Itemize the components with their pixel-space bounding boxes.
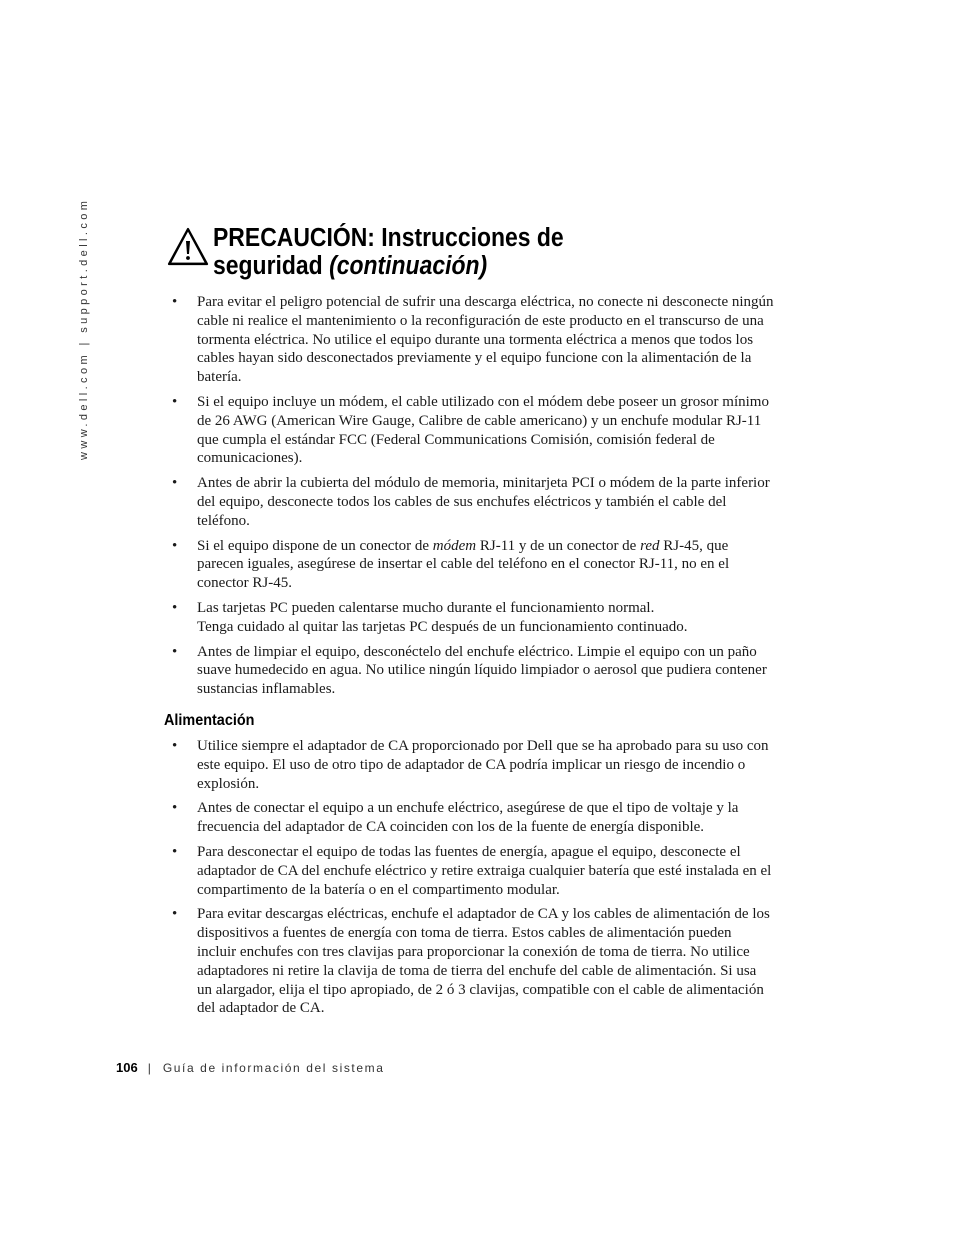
section-title-alimentacion: Alimentación: [164, 711, 255, 729]
main-content: [164, 293, 774, 1024]
text-run: RJ-11 y de un conector de: [476, 537, 641, 554]
text-run: RJ-45, que parecen iguales, asegúrese de insertar el cable del teléfono en el conector RJ-11, no en el conector RJ-45.: [197, 537, 730, 592]
bullet-mark: •: [172, 393, 178, 410]
list-item: [170, 799, 774, 837]
warning-triangle-icon: [167, 226, 209, 268]
heading-title: [213, 224, 564, 280]
page-footer: [116, 1060, 385, 1075]
bullet-mark: •: [172, 294, 178, 310]
italic-term-red: red: [640, 537, 660, 554]
list-item-text: Antes de conectar el equipo a un enchufe eléctrico, asegúrese de que el tipo de voltaje y la frecuencia del adaptador de CA coinciden con los de la fuente de energía disponible.: [197, 800, 739, 836]
safety-bullet-list: [170, 293, 774, 699]
footer-separator: |: [147, 1061, 151, 1075]
list-item: [170, 643, 774, 699]
bullet-mark: •: [172, 906, 178, 923]
heading-line1: PRECAUCIÓN: Instrucciones de: [213, 224, 564, 252]
bullet-mark: •: [172, 599, 178, 616]
bullet-mark: •: [172, 737, 178, 754]
page-number: 106: [116, 1060, 138, 1075]
footer-doc-title: Guía de información del sistema: [162, 1061, 385, 1075]
text-run: Si el equipo dispone de un conector de: [197, 537, 433, 554]
power-bullet-list: [170, 737, 774, 1018]
bullet-mark: •: [172, 475, 178, 492]
page-heading: [167, 224, 603, 280]
list-item-text: Antes de abrir la cubierta del módulo de memoria, minitarjeta PCI o módem de la parte inferior del equipo, desconecte todos los cables de sus enchufes eléctricos y también el cable del teléfono.: [197, 475, 770, 529]
list-item-text: Utilice siempre el adaptador de CA proporcionado por Dell que se ha aprobado para su uso con este equipo. El uso de otro tipo de adaptador de CA podría implicar un riesgo de incendio o explosión.: [197, 737, 769, 792]
bullet-mark: •: [172, 800, 178, 817]
heading-line2: [213, 252, 564, 280]
bullet-mark: •: [172, 537, 178, 554]
text-line: Las tarjetas PC pueden calentarse mucho durante el funcionamiento normal.: [197, 599, 655, 616]
bullet-mark: •: [172, 843, 178, 860]
heading-word-seguridad: seguridad: [213, 252, 323, 280]
list-item: [170, 393, 774, 468]
list-item-text: [197, 538, 729, 592]
list-item-text: Antes de limpiar el equipo, desconéctelo del enchufe eléctrico. Limpie el equipo con un paño suave humedecido en agua. No utilice ningún líquido limpiador o aerosol que pudiera contener sustancias inflamables.: [197, 643, 767, 698]
list-item-text: Para evitar descargas eléctricas, enchufe el adaptador de CA y los cables de alimentación de los dispositivos a fuentes de energía con toma de tierra. Estos cables de alimentación pueden incluir enchufes con tres clavijas para proporcionar la conexión de toma de tierra. No utilice adaptadores ni retire la clavija de toma de tierra del enchufe del cable de alimentación. Si usa un alargador, elija el tipo apropiado, de 2 ó 3 clavijas, compatible con el cable de alimentación del adaptador de CA.: [197, 906, 770, 1017]
list-item: [170, 293, 774, 387]
list-item-text: [197, 600, 687, 635]
list-item-text: Si el equipo incluye un módem, el cable utilizado con el módem debe poseer un grosor mínimo de 26 AWG (American Wire Gauge, Calibre de cable americano) y un enchufe modular RJ-11 que cumpla el estándar FCC (Federal Communications Comisión, comisión federal de comunicaciones).: [197, 393, 769, 467]
side-url: www.dell.com | support.dell.com: [78, 197, 90, 460]
bullet-mark: •: [172, 643, 178, 660]
list-item: [170, 737, 774, 793]
list-item-text: Para evitar el peligro potencial de sufrir una descarga eléctrica, no conecte ni desconecte ningún cable ni realice el mantenimiento o la reconfiguración de este producto en el transcurso de una tormenta eléctrica. No utilice el equipo durante una tormenta eléctrica a menos que todos los cables hayan sido desconectados previamente y el equipo funcione con la alimentación de la batería.: [197, 294, 774, 386]
list-item: [170, 843, 774, 899]
list-item: [170, 537, 774, 593]
heading-continuation: (continuación): [329, 252, 488, 280]
list-item-text: Para desconectar el equipo de todas las fuentes de energía, apague el equipo, desconecte el adaptador de CA del enchufe eléctrico y retire extraiga cualquier batería que esté instalada en el compartimento de la batería o en el compartimento modular.: [197, 843, 772, 898]
italic-term-modem: módem: [432, 537, 477, 554]
list-item: [170, 474, 774, 530]
text-line: Tenga cuidado al quitar las tarjetas PC después de un funcionamiento continuado.: [197, 618, 688, 635]
list-item: [170, 599, 774, 637]
list-item: [170, 905, 774, 1018]
